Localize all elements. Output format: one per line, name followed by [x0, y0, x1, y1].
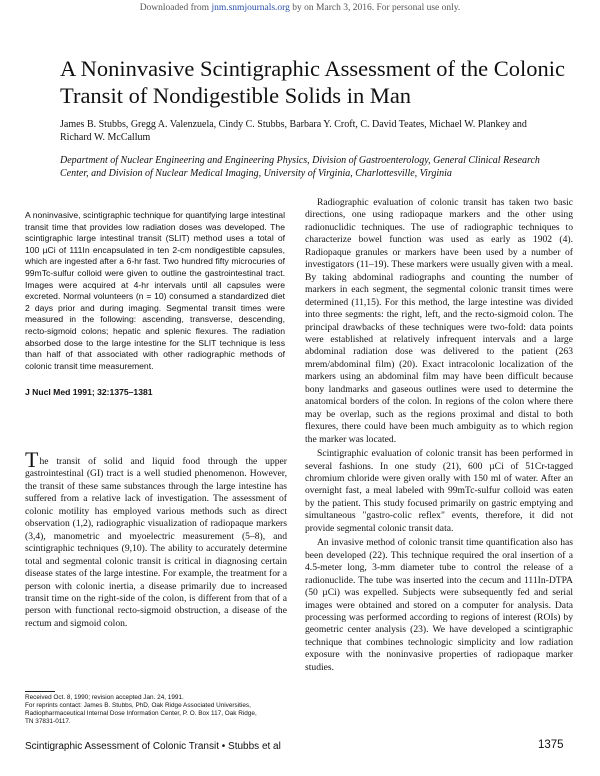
- left-column-body: [25, 447, 287, 630]
- dropcap: T: [25, 447, 39, 472]
- paragraph-invasive: An invasive method of colonic transit time quantification also has been developed (22). This technique required the oral insertion of a 4.5-meter long, 3-mm diameter tube to control the release of a radionuclide. The tube was inserted into the cecum and 111In-DTPA (50 µCi) was expelled. Subjects were subsequently fed and serial images were obtained and stored on a computer for analysis. Data processing was performed according to regions of interest (ROIs) by geometric center analysis (23). We have developed a scintigraphic technique that combines technologic simplicity and low radiation exposure with the noninvasive properties of radiopaque marker studies.: [305, 537, 573, 673]
- footnote: [25, 694, 265, 726]
- journal-link[interactable]: jnm.snmjournals.org: [211, 3, 290, 13]
- citation: J Nucl Med 1991; 32:1375–1381: [25, 387, 153, 397]
- paragraph-scintigraphic: Scintigraphic evaluation of colonic transit has been performed in several fashions. In one study (21), 600 µCi of 51Cr-tagged chromium chloride were given orally with 150 ml of water. After an overnight fast, a meal labeled with 99mTc-sulfur colloid was eaten by the patient. This study focused primarily on gastric emptying and simultaneous "gastro-colic reflex" events, therefore, it did not provide segmental colonic transit data.: [305, 448, 573, 534]
- intro-paragraph: [25, 447, 287, 630]
- received-note: Received Oct. 8, 1990; revision accepted Jan. 24, 1991.: [25, 694, 184, 701]
- download-prefix: Downloaded from: [139, 3, 212, 13]
- running-title: Scintigraphic Assessment of Colonic Transit • Stubbs et al: [25, 741, 281, 752]
- download-notice: [0, 3, 600, 13]
- author-list: James B. Stubbs, Gregg A. Valenzuela, Cindy C. Stubbs, Barbara Y. Croft, C. David Teates, Michael W. Plankey and Richard W. McCallum: [60, 119, 527, 143]
- reprints-note: For reprints contact: James B. Stubbs, PhD, Oak Ridge Associated Universities, Radiopharmaceutical Internal Dose Information Center, P. O. Box 117, Oak Ridge, TN 37831-0117.: [25, 702, 257, 725]
- page-number: 1375: [538, 739, 564, 751]
- abstract: A noninvasive, scintigraphic technique for quantifying large intestinal transit time that provides low radiation doses was developed. The scintigraphic large intestinal transit (SLIT) method uses a total of 100 µCi of 111In encapsulated in ten 2-cm nondigestible capsules, which are ingested after a 6-hr fast. Two hundred fifty microcuries of 99mTc-sulfur colloid were given to outline the gastrointestinal tract. Images were acquired at 4-hr intervals until all capsules were excreted. Normal volunteers (n = 10) consumed a standardized diet 2 days prior and during imaging. Segmental transit times were measured in the following: ascending, transverse, descending, recto-sigmoid colons; hepatic and splenic flexures. The radiation absorbed dose to the large intestine for the SLIT technique is less than half of that associated with other radiographic methods of colonic transit time measurement.: [25, 210, 285, 371]
- footnote-divider: [25, 691, 55, 692]
- article-title: A Noninvasive Scintigraphic Assessment of the Colonic Transit of Nondigestible Solids in Man: [60, 56, 565, 108]
- paragraph-radiographic: Radiographic evaluation of colonic transit has taken two basic directions, one using radiopaque markers and the other using radionuclidic techniques. The use of radiographic techniques to characterize bowel function was used as early as 1902 (4). Radiopaque granules or markers have been used by a number of investigators (11–19). These markers were usually given with a meal. By taking abdominal radiographs and counting the number of markers in each segment, the segmental colonic transit times were determined (11,15). For this method, the large intestine was divided into three segments: the right, left, and the recto-sigmoid colon. The principal drawbacks of these techniques were two-fold: data points were established at relatively infrequent intervals and a large abdominal radiation dose was delivered to the patient (263 mrem/abdominal film) (20). Exact intracolonic localization of the markers using an abdominal film may have been difficult because bony landmarks and gaseous outlines were used to determine the anatomical borders of the colon. In regions of the colon where there may be overlap, such as the regions proximal and distal to both flexures, there could have been much ambiguity as to which region the marker was located.: [305, 197, 573, 445]
- download-suffix: by on March 3, 2016. For personal use only.: [289, 3, 461, 13]
- affiliation: Department of Nuclear Engineering and Engineering Physics, Division of Gastroenterology, General Clinical Research Center, and Division of Nuclear Medical Imaging, University of Virginia, Charlottesville, Virginia: [60, 155, 540, 179]
- right-column-body: [305, 197, 573, 674]
- intro-text: he transit of solid and liquid food through the upper gastrointestinal (GI) tract is a well studied phenomenon. However, the transit of these same substances through the large intestine has suffered from a relative lack of investigation. The assessment of colonic motility has employed various methods such as direct observation (1,2), radiographic visualization of radiopaque markers (3,4), manometric and myoelectric measurement (5–8), and scintigraphic techniques (9,10). The ability to accurately determine total and segmental colonic transit is critical in diagnosing certain disease states of the large intestine. For example, the treatment for a person with colonic inertia, a disease primarily due to increased transit time on the right-side of the colon, is different from that of a person with functional recto-sigmoid obstruction, a disease of the rectum and sigmoid colon.: [25, 456, 287, 629]
